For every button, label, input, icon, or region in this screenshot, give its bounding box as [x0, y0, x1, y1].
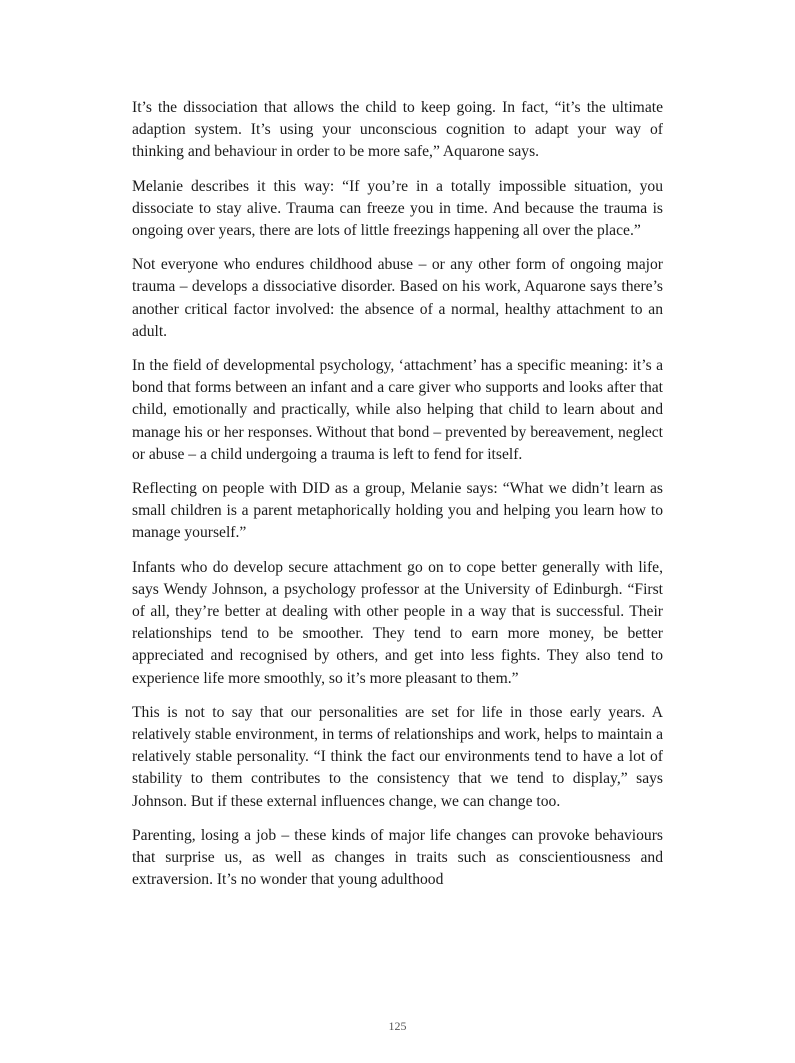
paragraph-3: Not everyone who endures childhood abuse – or any other form of ongoing major trauma – develops a dissociative disorder. Based on his work, Aquarone says there’s another critical factor involved: the absence of a normal, healthy attachment to an adult. [132, 256, 663, 340]
paragraph-8: Parenting, losing a job – these kinds of major life changes can provoke behaviours that surprise us, as well as changes in traits such as conscientiousness and extraversion. It’s no wonder that young adulthood [132, 826, 663, 889]
paragraph-2: Melanie describes it this way: “If you’re in a totally impossible situation, you dissociate to stay alive. Trauma can freeze you in time. And because the trauma is ongoing over years, there are lots of little freezings happening all over the place.” [132, 177, 663, 240]
paragraph-4: In the field of developmental psychology, ‘attachment’ has a specific meaning: it’s a bond that forms between an infant and a care giver who supports and looks after that child, emotionally and practically, while also helping that child to learn about and manage his or her responses. Without that bond – prevented by bereavement, neglect or abuse – a child undergoing a trauma is left to fend for itself. [132, 357, 663, 463]
paragraph-5: Reflecting on people with DID as a group, Melanie says: “What we didn’t learn as small children is a parent metaphorically holding you and helping you learn how to manage yourself.” [132, 480, 663, 542]
paragraph-6: Infants who do develop secure attachment go on to cope better generally with life, says Wendy Johnson, a psychology professor at the University of Edinburgh. “First of all, they’re better at dealing with other people in a way that is successful. Their relationships tend to be smoother. They tend to earn more money, be better appreciated and recognised by others, and get into less fights. They also tend to experience life more smoothly, so it’s more pleasant to them.” [132, 558, 663, 687]
page-number: 125 [388, 1019, 407, 1033]
paragraph-1: It’s the dissociation that allows the child to keep going. In fact, “it’s the ultimate adaption system. It’s using your unconscious cognition to adapt your way of thinking and behaviour in order to be more safe,” Aquarone says. [132, 99, 663, 161]
paragraph-7: This is not to say that our personalities are set for life in those early years. A relatively stable environment, in terms of relationships and work, helps to maintain a relatively stable personality. “I think the fact our environments tend to have a lot of stability to them contributes to the consistency that we tend to display,” says Johnson. But if these external influences change, we can change too. [132, 703, 663, 810]
page-body [132, 97, 663, 904]
